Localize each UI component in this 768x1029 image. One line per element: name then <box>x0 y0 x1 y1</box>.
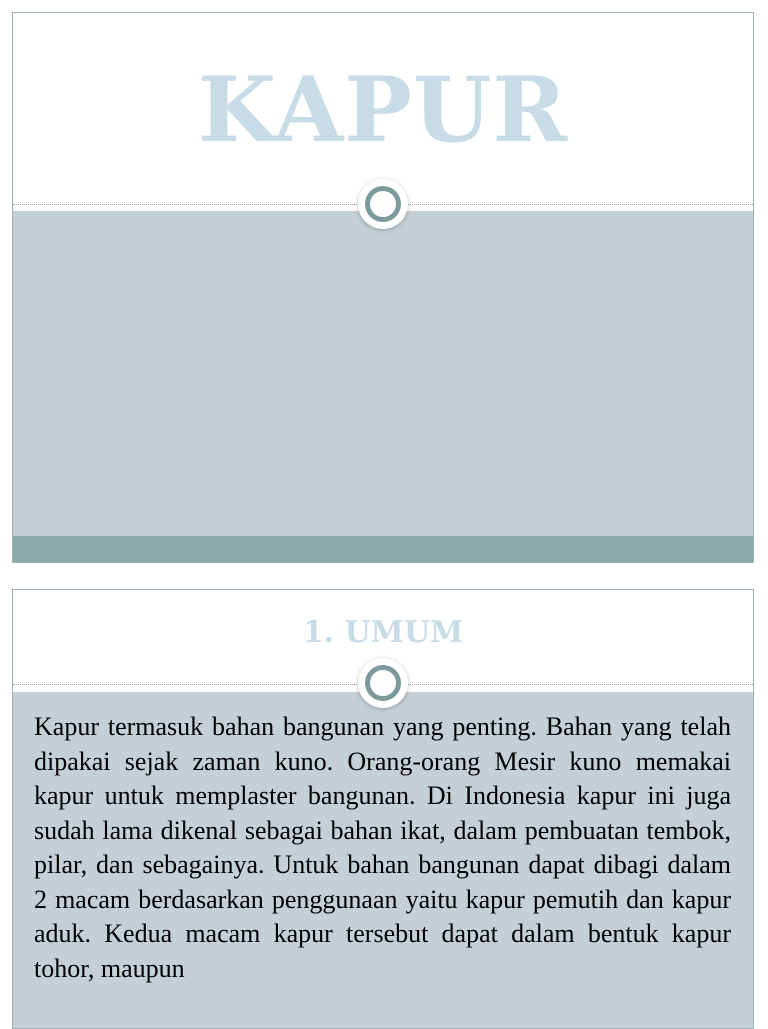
circle-ring-icon <box>358 658 408 708</box>
content-slide <box>12 589 754 1029</box>
slide-title: KAPUR <box>197 57 569 163</box>
circle-ring-icon <box>358 179 408 229</box>
title-area <box>13 13 753 205</box>
body-paragraph: Kapur termasuk bahan bangunan yang penting. Bahan yang telah dipakai sejak zaman kuno. Orang-orang Mesir kuno memakai kapur untuk memplaster bangunan. Di Indonesia kapur ini juga sudah lama dikenal sebagai bahan ikat, dalam pembuatan tembok, pilar, dan sebagainya. Untuk bahan bangunan dapat dibagi dalam 2 macam berdasarkan penggunaan yaitu kapur pemutih dan kapur aduk. Kedua macam kapur tersebut dapat dalam bentuk kapur tohor, maupun <box>34 712 731 983</box>
title-slide <box>12 12 754 563</box>
body-area <box>13 692 753 1028</box>
section-title: 1. UMUM <box>302 615 464 650</box>
circle-ring-inner <box>365 665 401 701</box>
footer-band <box>13 536 753 562</box>
circle-ring-inner <box>365 186 401 222</box>
body-area <box>13 211 753 537</box>
